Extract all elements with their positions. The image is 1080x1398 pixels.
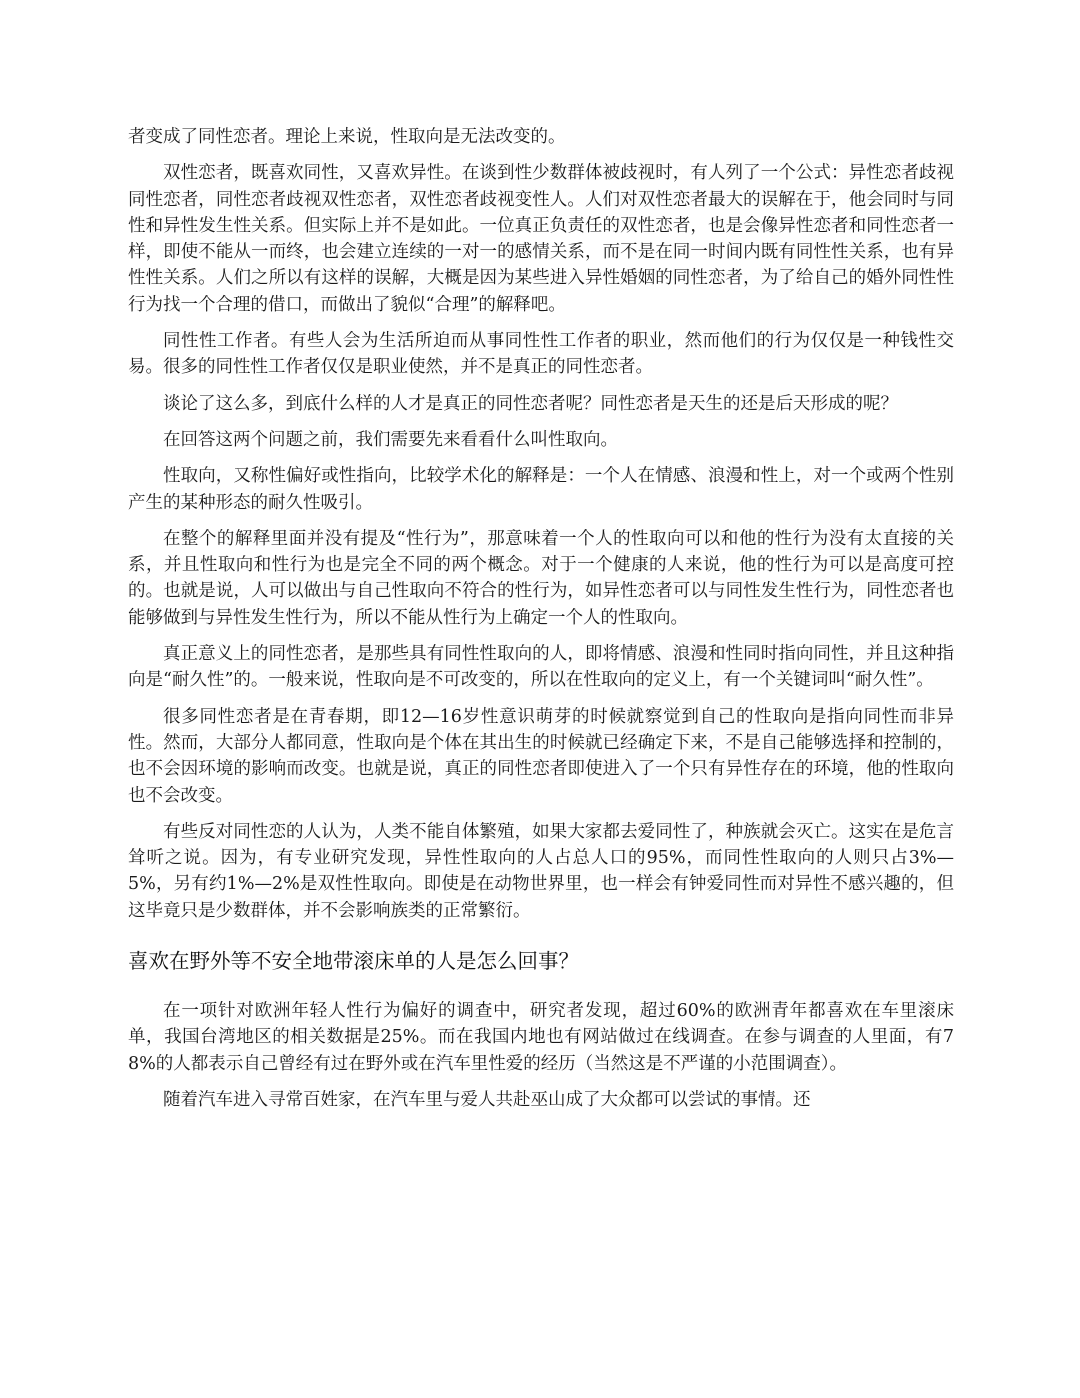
paragraph: 双性恋者，既喜欢同性，又喜欢异性。在谈到性少数群体被歧视时，有人列了一个公式：异性恋者歧视同性恋者，同性恋者歧视双性恋者，双性恋者歧视变性人。人们对双性恋者最大的误解在于，他会同时与同性和异性发生性关系。但实际上并不是如此。一位真正负责任的双性恋者，也是会像异性恋者和同性恋者一样，即使不能从一而终，也会建立连续的一对一的感情关系，而不是在同一时间内既有同性性关系，也有异性性关系。人们之所以有这样的误解，大概是因为某些进入异性婚姻的同性恋者，为了给自己的婚外同性性行为找一个合理的借口，而做出了貌似“合理”的解释吧。 bbox=[128, 163, 954, 315]
paragraph: 性取向，又称性偏好或性指向，比较学术化的解释是：一个人在情感、浪漫和性上，对一个或两个性别产生的某种形态的耐久性吸引。 bbox=[128, 466, 954, 513]
paragraph: 在回答这两个问题之前，我们需要先来看看什么叫性取向。 bbox=[163, 429, 618, 450]
paragraph: 在一项针对欧洲年轻人性行为偏好的调查中，研究者发现，超过60%的欧洲青年都喜欢在车里滚床单，我国台湾地区的相关数据是25%。而在我国内地也有网站做过在线调查。在参与调查的人里面，有78%的人都表示自己曾经有过在野外或在汽车里性爱的经历（当然这是不严谨的小范围调查）。 bbox=[128, 1001, 954, 1074]
paragraph: 有些反对同性恋的人认为，人类不能自体繁殖，如果大家都去爱同性了，种族就会灭亡。这实在是危言耸听之说。因为，有专业研究发现，异性性取向的人占总人口的95%，而同性性取向的人则只占3%—5%，另有约1%—2%是双性性取向。即使是在动物世界里，也一样会有钟爱同性而对异性不感兴趣的，但这毕竟只是少数群体，并不会影响族类的正常繁衍。 bbox=[128, 821, 954, 921]
paragraph: 同性性工作者。有些人会为生活所迫而从事同性性工作者的职业，然而他们的行为仅仅是一种钱性交易。很多的同性性工作者仅仅是职业使然，并不是真正的同性恋者。 bbox=[128, 331, 954, 378]
paragraph: 真正意义上的同性恋者，是那些具有同性性取向的人，即将情感、浪漫和性同时指向同性，并且这种指向是“耐久性”的。一般来说，性取向是不可改变的，所以在性取向的定义上，有一个关键词叫“耐久性”。 bbox=[128, 644, 954, 691]
document-page bbox=[128, 124, 954, 1123]
paragraph: 谈论了这么多，到底什么样的人才是真正的同性恋者呢？同性恋者是天生的还是后天形成的呢？ bbox=[163, 393, 898, 414]
paragraph: 在整个的解释里面并没有提及“性行为”，那意味着一个人的性取向可以和他的性行为没有太直接的关系，并且性取向和性行为也是完全不同的两个概念。对于一个健康的人来说，他的性行为可以是高度可控的。也就是说，人可以做出与自己性取向不符合的性行为，如异性恋者可以与同性发生性行为，同性恋者也能够做到与异性发生性行为，所以不能从性行为上确定一个人的性取向。 bbox=[128, 528, 954, 628]
section-heading: 喜欢在野外等不安全地带滚床单的人是怎么回事？ bbox=[128, 949, 579, 974]
paragraph: 者变成了同性恋者。理论上来说，性取向是无法改变的。 bbox=[128, 127, 566, 147]
paragraph: 随着汽车进入寻常百姓家，在汽车里与爱人共赴巫山成了大众都可以尝试的事情。还 bbox=[163, 1089, 811, 1110]
paragraph: 很多同性恋者是在青春期，即12—16岁性意识萌芽的时候就察觉到自己的性取向是指向同性而非异性。然而，大部分人都同意，性取向是个体在其出生的时候就已经确定下来，不是自己能够选择和控制的，也不会因环境的影响而改变。也就是说，真正的同性恋者即使进入了一个只有异性存在的环境，他的性取向也不会改变。 bbox=[128, 706, 954, 806]
